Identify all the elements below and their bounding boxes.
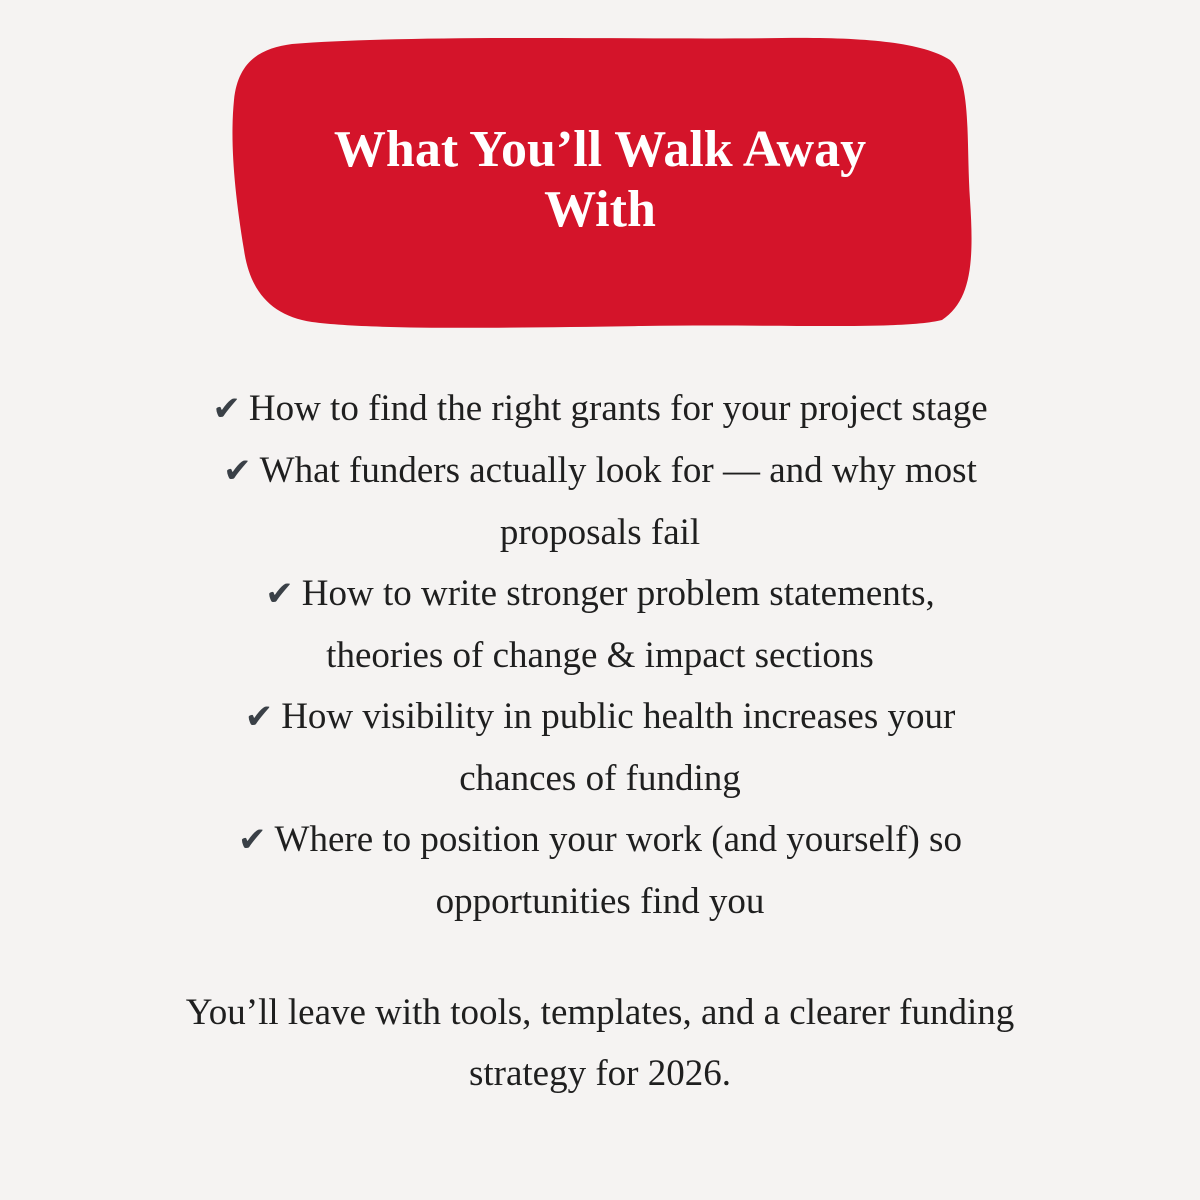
list-item-text: How to write stronger problem statements, [301, 573, 935, 614]
closing-line-1: You’ll leave with tools, templates, and a clearer funding [185, 992, 1015, 1033]
closing-line-2: strategy for 2026. [468, 1053, 732, 1094]
list-item [100, 378, 1100, 440]
list-item-text: How visibility in public health increases your [281, 696, 956, 737]
list-item-text: theories of change & impact sections [326, 635, 874, 676]
list-item-text: chances of funding [459, 758, 741, 799]
check-mark-icon: ✔ [212, 389, 241, 429]
check-mark-icon: ✔ [265, 574, 294, 614]
list-item-text: opportunities find you [435, 881, 765, 922]
list-item-text: How to find the right grants for your project stage [248, 388, 988, 429]
list-item-text: proposals fail [499, 512, 701, 553]
closing-statement [100, 982, 1100, 1104]
list-item [100, 809, 1100, 932]
title-line-2: With [544, 181, 656, 238]
benefits-list [100, 378, 1100, 932]
check-mark-icon: ✔ [238, 820, 267, 860]
list-item-text: What funders actually look for — and why most [259, 450, 977, 491]
title-banner [222, 30, 978, 330]
list-item [100, 563, 1100, 686]
list-item [100, 686, 1100, 809]
title-line-1: What You’ll Walk Away [333, 121, 867, 178]
page-title [222, 30, 978, 330]
check-mark-icon: ✔ [244, 697, 274, 737]
list-item [100, 440, 1100, 563]
list-item-text: Where to position your work (and yourself) so [274, 819, 962, 860]
check-mark-icon: ✔ [223, 451, 252, 491]
